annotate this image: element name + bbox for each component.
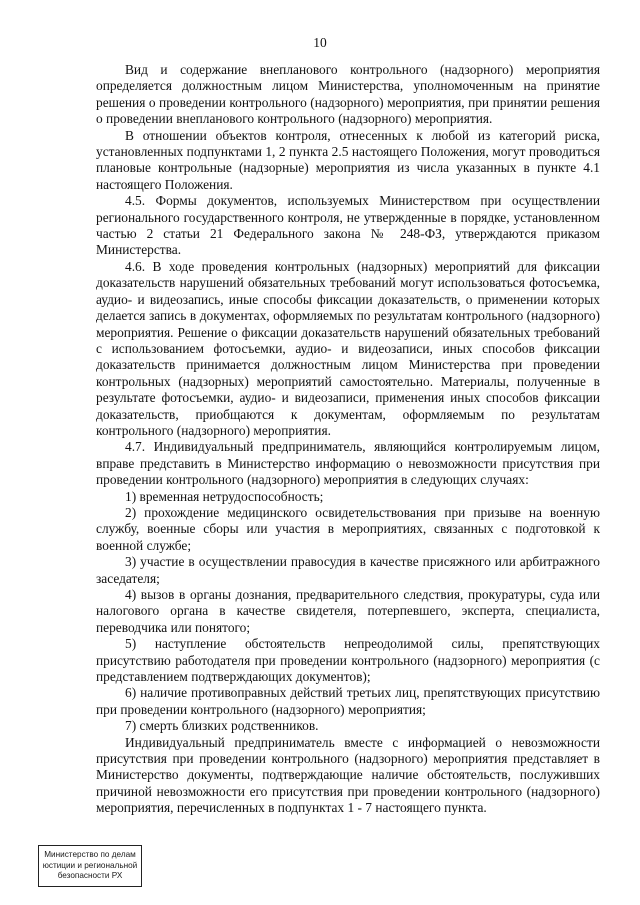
document-body bbox=[96, 62, 600, 817]
registration-stamp bbox=[38, 845, 142, 887]
stamp-line: безопасности РХ bbox=[57, 871, 123, 880]
list-item: 4) вызов в органы дознания, предварительного следствия, прокуратуры, суда или налогового органа в качестве свидетеля, потерпевшего, эксперта, специалиста, переводчика или понятого; bbox=[96, 587, 600, 635]
list-item: 6) наличие противоправных действий третьих лиц, препятствующих присутствию при проведении контрольного (надзорного) мероприятия; bbox=[96, 685, 600, 717]
list-item: 1) временная нетрудоспособность; bbox=[125, 488, 324, 504]
paragraph: 4.6. В ходе проведения контрольных (надзорных) мероприятий для фиксации доказательств нарушений обязательных требований могут использоваться фотосъемка, аудио- и видеозапись, иные способы фиксации доказательств, о применении которых делается запись в документах, оформляемых по результатам контрольного (надзорного) мероприятия. Решение о фиксации доказательств нарушений обязательных требований с использованием фотосъемки, аудио- и видеозаписи, иных способов фиксации доказательств принимается должностным лицом Министерства при проведении контрольных (надзорных) мероприятий самостоятельно. Материалы, полученные в результате фотосъемки, аудио- и видеозаписи, применения иных способов фиксации доказательств, приобщаются к документам, оформляемым по результатам контрольного (надзорного) мероприятия. bbox=[96, 258, 600, 438]
page-number: 10 bbox=[313, 35, 327, 50]
list-item: 7) смерть близких родственников. bbox=[125, 718, 319, 734]
list-item: 3) участие в осуществлении правосудия в качестве присяжного или арбитражного заседателя; bbox=[96, 554, 600, 586]
stamp-line: юстиции и региональной bbox=[42, 860, 138, 870]
paragraph: Индивидуальный предприниматель вместе с информацией о невозможности присутствия при проведении контрольного (надзорного) мероприятия представляет в Министерство документы, подтверждающие наличие обстоятельств, послуживших причиной невозможности его присутствия при проведении контрольного (надзорного) мероприятия, перечисленных в подпунктах 1 - 7 настоящего пункта. bbox=[96, 734, 600, 816]
paragraph: Вид и содержание внепланового контрольного (надзорного) мероприятия определяется должностным лицом Министерства, уполномоченным на принятие решения о проведении контрольного (надзорного) мероприятия, при принятии решения о проведении внепланового контрольного (надзорного) мероприятия. bbox=[96, 62, 600, 127]
list-item: 2) прохождение медицинского освидетельствования при призыве на военную службу, военные сборы или участия в мероприятиях, связанных с подготовкой к военной службе; bbox=[96, 504, 600, 553]
paragraph: В отношении объектов контроля, отнесенных к любой из категорий риска, установленных подпунктами 1, 2 пункта 2.5 настоящего Положения, могут проводиться плановые контрольные (надзорные) мероприятия из числа указанных в пункте 4.1 настоящего Положения. bbox=[96, 127, 600, 192]
paragraph: 4.7. Индивидуальный предприниматель, являющийся контролируемым лицом, вправе представить в Министерство информацию о невозможности присутствия при проведении контрольного (надзорного) мероприятия в следующих случаях: bbox=[96, 439, 600, 488]
list-item: 5) наступление обстоятельств непреодолимой силы, препятствующих присутствию работодателя при проведении контрольного (надзорного) мероприятия (с представлением подтверждающих документов); bbox=[96, 636, 600, 685]
paragraph: 4.5. Формы документов, используемых Министерством при осуществлении регионального государственного контроля, не утвержденные в порядке, установленном частью 2 статьи 21 Федерального закона № 248-ФЗ, утверждаются приказом Министерства. bbox=[96, 193, 600, 258]
stamp-line: Министерство по делам bbox=[44, 850, 136, 859]
